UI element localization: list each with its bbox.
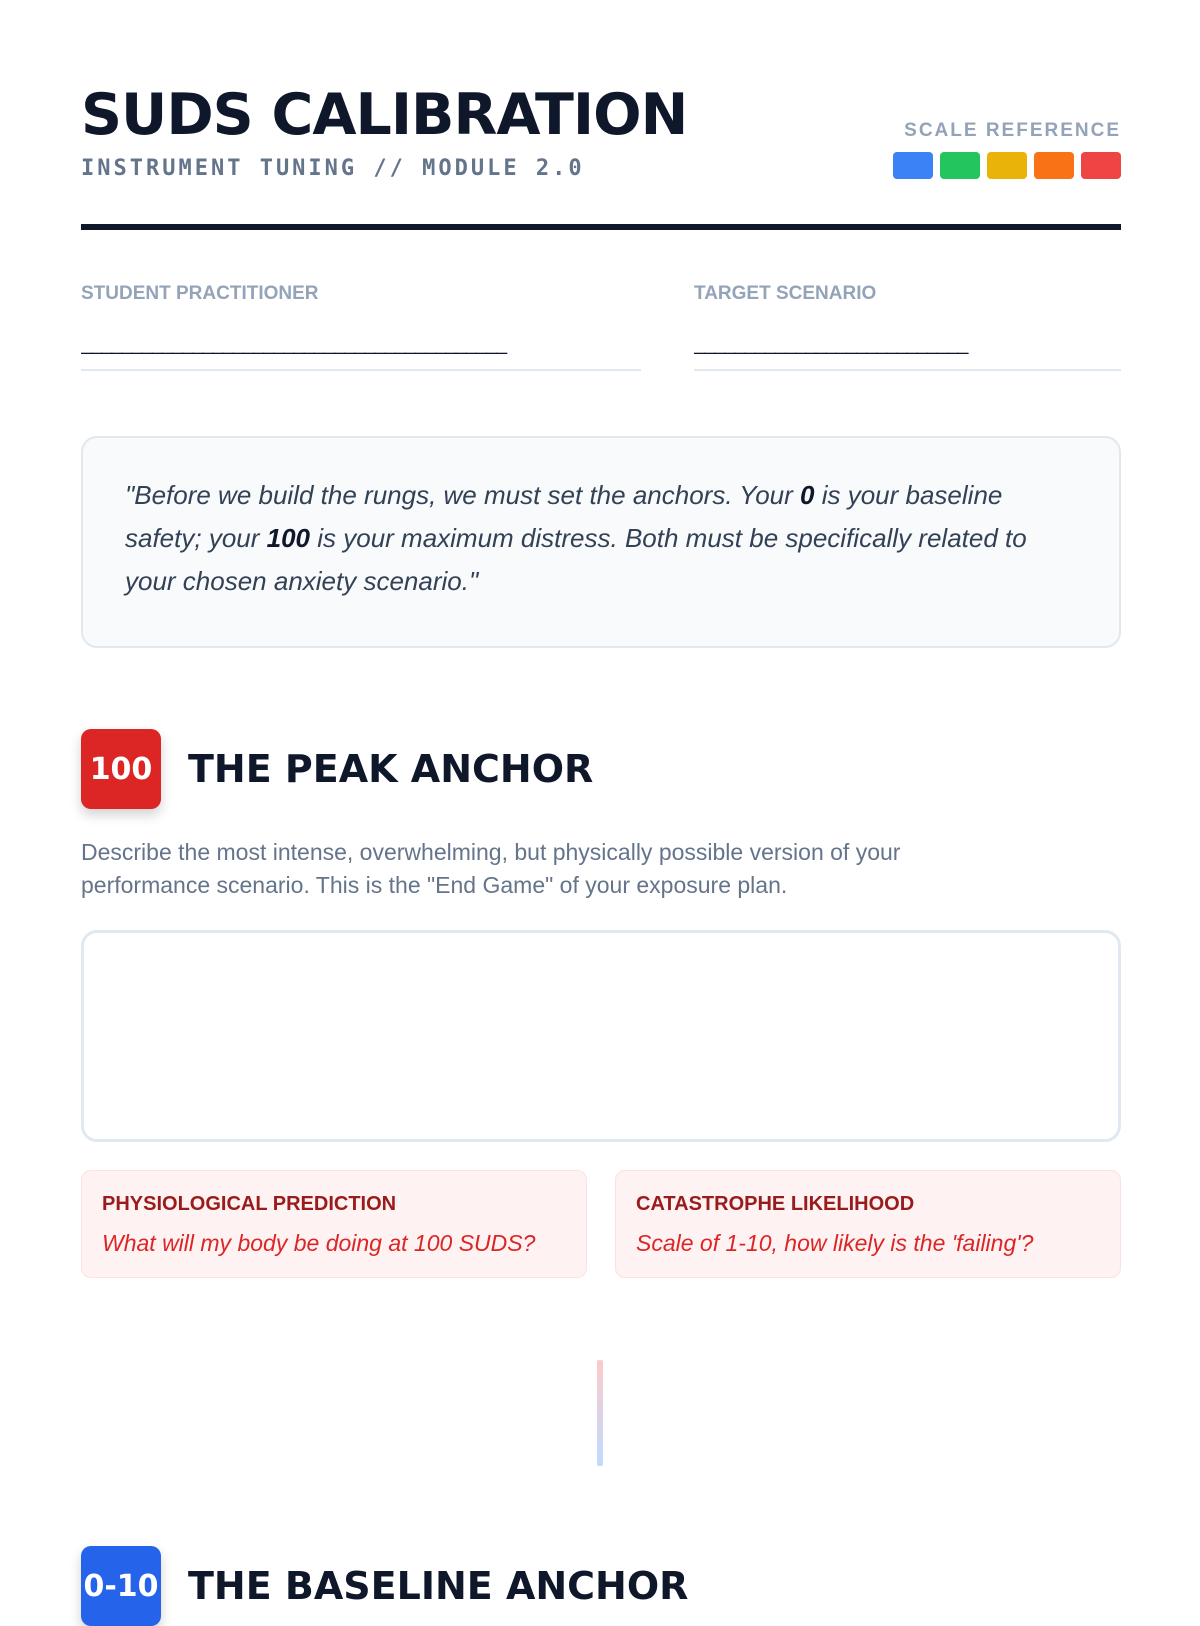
header (81, 80, 1121, 230)
quote-zero-anchor: 0 (800, 480, 815, 510)
scale-swatch-1 (893, 152, 933, 179)
scale-swatches (893, 152, 1121, 179)
quote-text (125, 474, 1077, 603)
baseline-anchor-heading (81, 1546, 688, 1626)
scale-swatch-4 (1034, 152, 1074, 179)
info-fields (81, 283, 1121, 369)
quote-part-3: is your maximum distress. Both must be specifically related to your chosen anxiety scenario." (125, 523, 1027, 596)
peak-anchor-badge: 100 (81, 729, 161, 809)
baseline-anchor-badge: 0-10 (81, 1546, 161, 1626)
physiological-prediction-card (81, 1170, 587, 1278)
scale-swatch-5 (1081, 152, 1121, 179)
scale-swatch-2 (940, 152, 980, 179)
catastrophe-likelihood-label: CATASTROPHE LIKELIHOOD (636, 1193, 915, 1215)
scale-reference-label: SCALE REFERENCE (904, 120, 1121, 141)
scale-swatch-3 (987, 152, 1027, 179)
page-title: SUDS CALIBRATION (81, 82, 688, 148)
student-practitioner-blank[interactable]: __________________________________________ (81, 333, 507, 355)
student-practitioner-label: STUDENT PRACTITIONER (81, 283, 319, 304)
baseline-anchor-title: THE BASELINE ANCHOR (188, 1564, 689, 1608)
peak-anchor-title: THE PEAK ANCHOR (188, 747, 594, 791)
page-subtitle: INSTRUMENT TUNING // MODULE 2.0 (81, 156, 585, 181)
catastrophe-likelihood-prompt: Scale of 1-10, how likely is the 'failing'? (636, 1230, 1034, 1256)
peak-anchor-description: Describe the most intense, overwhelming, but physically possible version of your performance scenario. This is the "End Game" of your exposure plan. (81, 839, 901, 898)
target-scenario-blank[interactable]: ___________________________ (694, 333, 968, 355)
section-connector (597, 1360, 603, 1466)
physiological-prediction-label: PHYSIOLOGICAL PREDICTION (102, 1193, 397, 1215)
target-scenario-label: TARGET SCENARIO (694, 283, 877, 304)
peak-anchor-heading (81, 729, 593, 809)
quote-part-1: "Before we build the rungs, we must set the anchors. Your (125, 480, 801, 510)
target-scenario-field[interactable] (694, 283, 1121, 371)
physiological-prediction-prompt: What will my body be doing at 100 SUDS? (102, 1230, 536, 1256)
quote-part-2: is your baseline safety; your (125, 480, 1003, 553)
student-practitioner-field[interactable] (81, 283, 641, 371)
instruction-quote (81, 436, 1121, 648)
catastrophe-likelihood-card (615, 1170, 1121, 1278)
peak-anchor-answer-box[interactable] (81, 930, 1121, 1142)
quote-hundred-anchor: 100 (266, 523, 311, 553)
scale-reference (893, 120, 1121, 179)
